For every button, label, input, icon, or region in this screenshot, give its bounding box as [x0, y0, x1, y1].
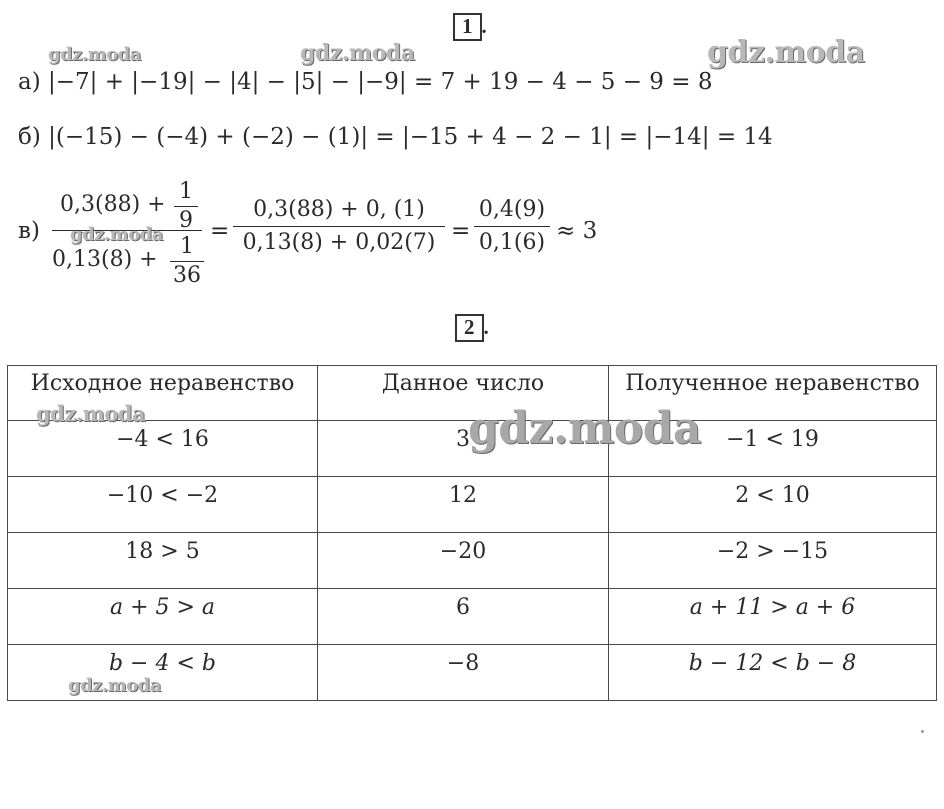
watermark-logo: gdz.moda	[48, 44, 141, 65]
table-row	[8, 477, 937, 533]
speck	[921, 730, 924, 733]
table-cell: 3	[318, 421, 609, 477]
task1-number: 1 .	[453, 13, 487, 41]
table-cell: −8	[318, 645, 609, 701]
watermark-logo: gdz.moda	[300, 40, 415, 66]
approx-result: ≈ 3	[556, 218, 598, 244]
fraction3	[474, 199, 550, 254]
header-resulting-inequality: Полученное неравенство	[609, 366, 937, 421]
table-cell: −10 < −2	[8, 477, 318, 533]
task2-number: 2 .	[455, 314, 489, 342]
header-original-inequality: Исходное неравенство	[8, 366, 318, 421]
fraction1-numerator: 0,3(88) +	[60, 192, 166, 217]
table-cell: −20	[318, 533, 609, 589]
table-cell: 18 > 5	[8, 533, 318, 589]
table-cell: b − 12 < b − 8	[609, 645, 937, 701]
watermark-logo: gdz.moda	[68, 675, 161, 696]
task1-part-b: б) |(−15) − (−4) + (−2) − (1)| = |−15 + 4 − 2 − 1| = |−14| = 14	[18, 124, 773, 150]
task1-part-a: а) |−7| + |−19| − |4| − |5| − |−9| = 7 + 19 − 4 − 5 − 9 = 8	[18, 69, 713, 95]
table-row	[8, 533, 937, 589]
fraction2-denominator: 0,13(8) + 0,02(7)	[242, 230, 436, 255]
table-cell: a + 11 > a + 6	[609, 589, 937, 645]
table-cell: 6	[318, 589, 609, 645]
task1-part-v-prefix: в)	[18, 218, 40, 244]
table-cell: 12	[318, 477, 609, 533]
fraction3-denominator: 0,1(6)	[478, 230, 546, 255]
table-cell: −1 < 19	[609, 421, 937, 477]
watermark-logo: gdz.moda	[36, 401, 146, 426]
watermark-logo: gdz.moda	[707, 35, 865, 70]
watermark-logo: gdz.moda	[468, 403, 702, 454]
table-cell: a + 5 > a	[8, 589, 318, 645]
table-cell: −4 < 16	[8, 421, 318, 477]
fraction1-denominator: 0,13(8) +	[52, 247, 158, 272]
table-row	[8, 589, 937, 645]
equals-sign-2: =	[451, 218, 471, 244]
fraction3-numerator: 0,4(9)	[478, 197, 546, 222]
equals-sign-1: =	[210, 218, 230, 244]
watermark-logo: gdz.moda	[70, 224, 163, 245]
header-given-number: Данное число	[318, 366, 609, 421]
fraction2-numerator: 0,3(88) + 0, (1)	[253, 197, 425, 222]
table-cell: −2 > −15	[609, 533, 937, 589]
fraction1-numerator-small: 1 9	[174, 181, 198, 232]
table-cell: b − 4 < b	[8, 645, 318, 701]
fraction2	[233, 199, 445, 254]
fraction1-denominator-small: 1 36	[170, 236, 204, 287]
table-cell: 2 < 10	[609, 477, 937, 533]
